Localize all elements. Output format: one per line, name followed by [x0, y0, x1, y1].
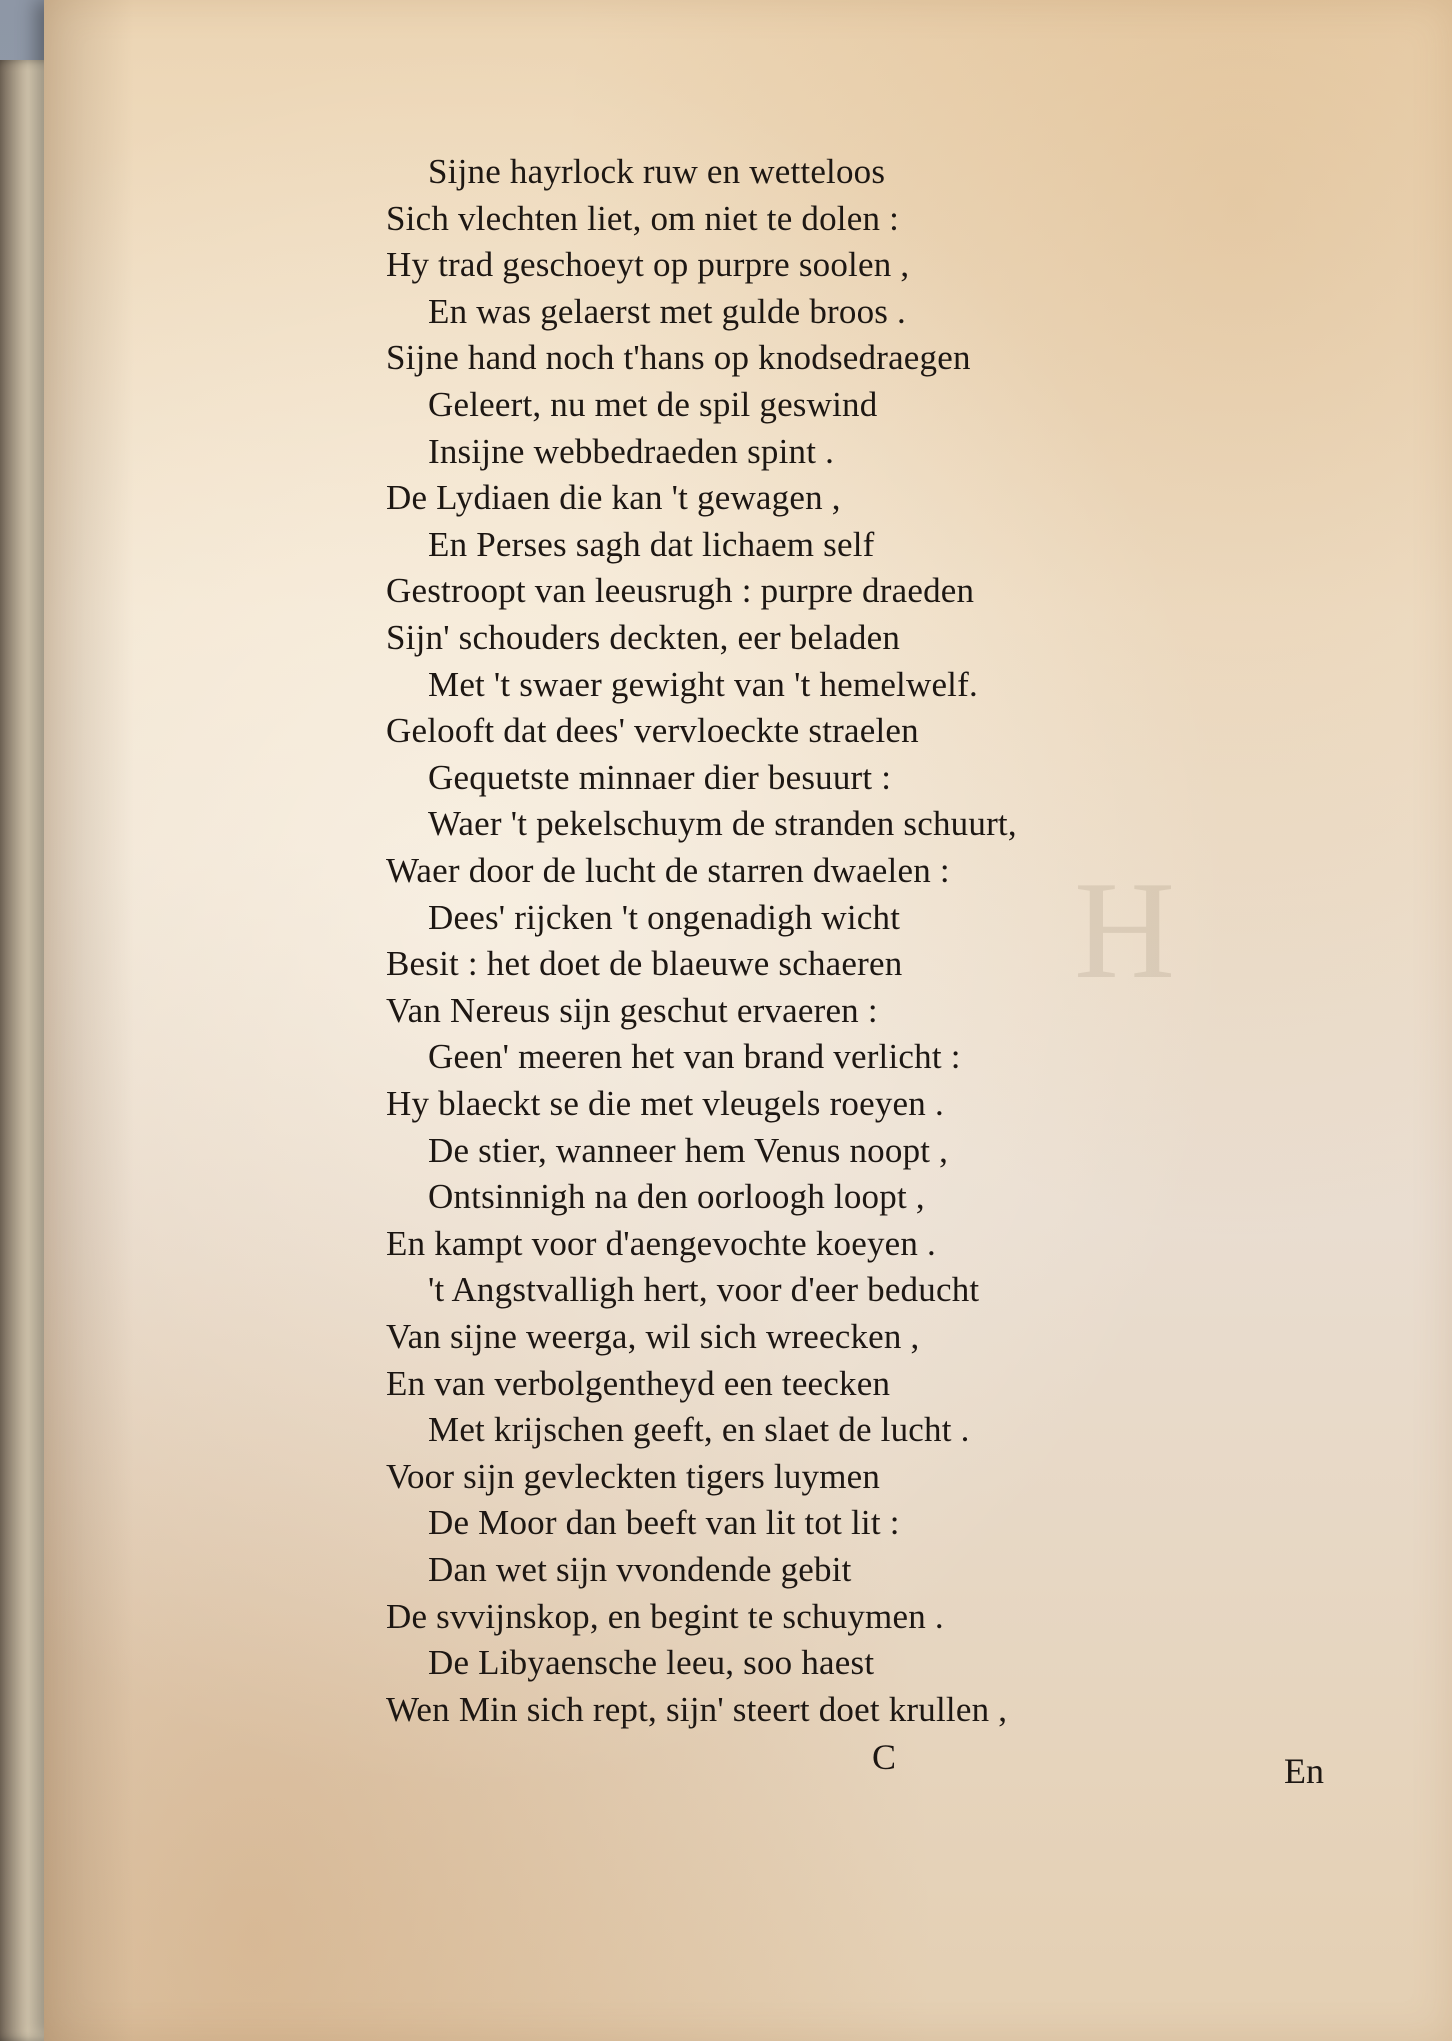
verse-line: Sich vlechten liet, om niet te dolen :: [386, 199, 900, 238]
verse-line: Gestroopt van leeusrugh : purpre draeden: [386, 571, 975, 610]
signature-mark: C: [872, 1737, 897, 1777]
verse-line: De Libyaensche leeu, soo haest: [428, 1643, 875, 1682]
verse-line: En kampt voor d'aengevochte koeyen .: [386, 1224, 936, 1263]
verse-line: Besit : het doet de blaeuwe schaeren: [386, 944, 903, 983]
verse-line: Gelooft dat dees' vervloeckte straelen: [386, 711, 919, 750]
verse-line: Hy trad geschoeyt op purpre soolen ,: [386, 245, 910, 284]
show-through-initial: H: [1074, 853, 1176, 1008]
verse-line: En was gelaerst met gulde broos .: [428, 292, 907, 331]
verse-line: 't Angstvalligh hert, voor d'eer beducht: [428, 1270, 980, 1309]
catchword: En: [1284, 1751, 1324, 1791]
verse-line: Geleert, nu met de spil geswind: [428, 385, 878, 424]
verse-line: Met 't swaer gewight van 't hemelwelf.: [428, 665, 978, 704]
poem-text: [44, 0, 1452, 1780]
verse-line: Insijne webbedraeden spint .: [428, 432, 835, 471]
verse-line: Geen' meeren het van brand verlicht :: [428, 1037, 961, 1076]
verse-line: Van sijne weerga, wil sich wreecken ,: [386, 1317, 920, 1356]
verse-line: Hy blaeckt se die met vleugels roeyen .: [386, 1084, 944, 1123]
verse-line: En van verbolgentheyd een teecken: [386, 1364, 891, 1403]
verse-line: Wen Min sich rept, sijn' steert doet krullen ,: [386, 1690, 1008, 1729]
verse-line: De Moor dan beeft van lit tot lit :: [428, 1503, 900, 1542]
verse-line: Sijne hand noch t'hans op knodsedraegen: [386, 338, 971, 377]
verse-line: Met krijschen geeft, en slaet de lucht .: [428, 1410, 970, 1449]
verse-line: Dan wet sijn vvondende gebit: [428, 1550, 852, 1589]
verse-line: En Perses sagh dat lichaem self: [428, 525, 875, 564]
verse-line: Sijn' schouders deckten, eer beladen: [386, 618, 901, 657]
verse-line: Voor sijn gevleckten tigers luymen: [386, 1457, 881, 1496]
book-page: [44, 0, 1452, 2041]
verse-line: Waer 't pekelschuym de stranden schuurt,: [428, 804, 1017, 843]
verse-line: Van Nereus sijn geschut ervaeren :: [386, 991, 878, 1030]
verse-line: De Lydiaen die kan 't gewagen ,: [386, 478, 841, 517]
verse-line: Sijne hayrlock ruw en wetteloos: [428, 152, 886, 191]
verse-line: Waer door de lucht de starren dwaelen :: [386, 851, 950, 890]
verse-line: Gequetste minnaer dier besuurt :: [428, 758, 892, 797]
verse-line: De stier, wanneer hem Venus noopt ,: [428, 1131, 949, 1170]
verse-line: De svvijnskop, en begint te schuymen .: [386, 1597, 944, 1636]
verse-line: Ontsinnigh na den oorloogh loopt ,: [428, 1177, 925, 1216]
verse-line: Dees' rijcken 't ongenadigh wicht: [428, 898, 901, 937]
